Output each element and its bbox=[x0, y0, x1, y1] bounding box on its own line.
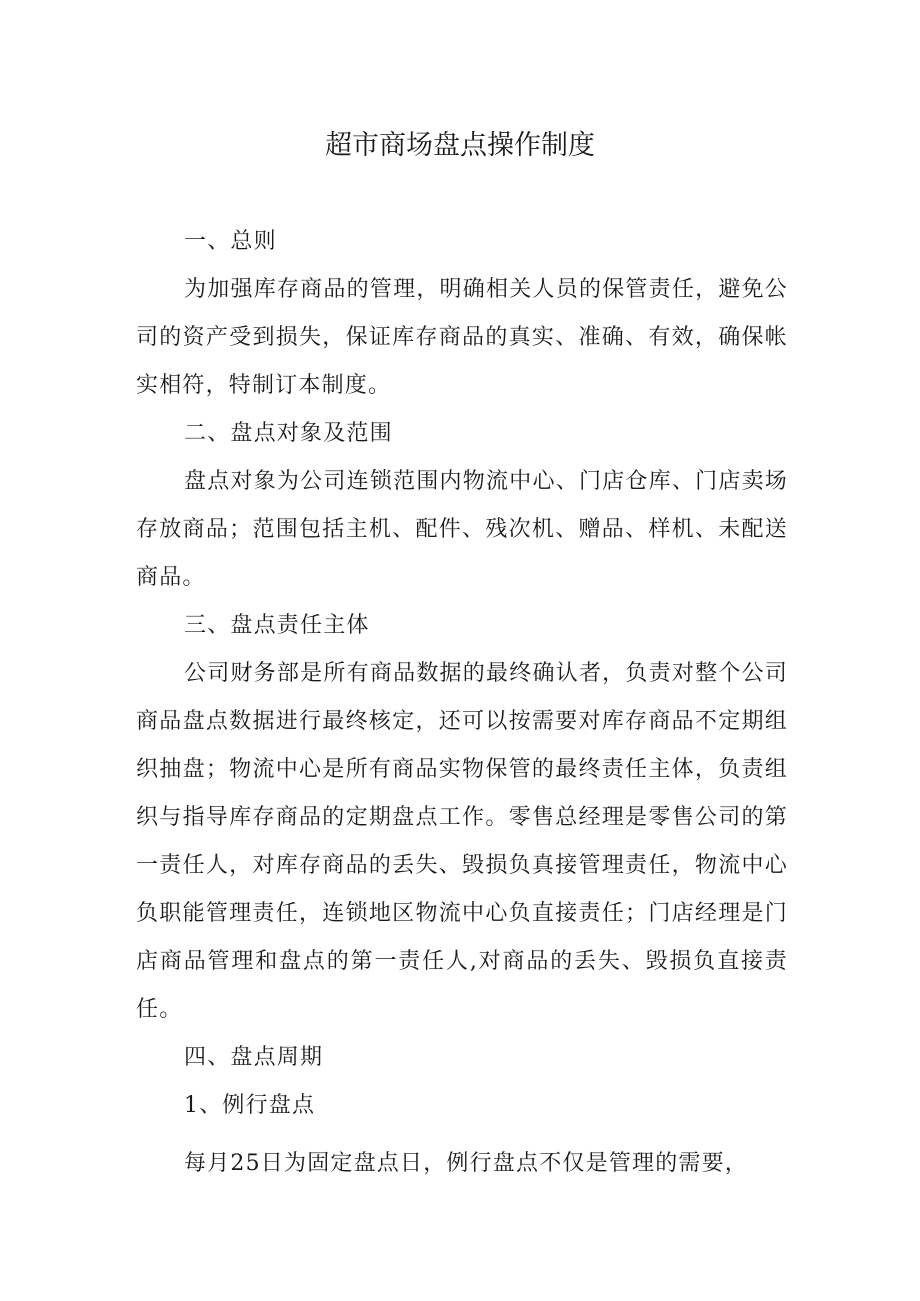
paragraph-scope: 盘点对象为公司连锁范围内物流中心、门店仓库、门店卖场存放商品；范围包括主机、配件、残次机、赠品、样机、未配送商品。 bbox=[136, 469, 788, 590]
paragraph-routine: 每月25日为固定盘点日，例行盘点不仅是管理的需要， bbox=[184, 1151, 748, 1176]
section-heading-general: 一、总则 bbox=[184, 229, 277, 254]
document-body bbox=[136, 218, 788, 1188]
document-title: 超市商场盘点操作制度 bbox=[325, 130, 595, 161]
subsection-heading-routine: 1、例行盘点 bbox=[184, 1093, 316, 1118]
paragraph-general: 为加强库存商品的管理，明确相关人员的保管责任，避免公司的资产受到损失，保证库存商品的真实、准确、有效，确保帐实相符，特制订本制度。 bbox=[136, 277, 788, 398]
section-heading-responsibility: 三、盘点责任主体 bbox=[184, 613, 370, 638]
paragraph-responsibility: 公司财务部是所有商品数据的最终确认者，负责对整个公司商品盘点数据进行最终核定，还可以按需要对库存商品不定期组织抽盘；物流中心是所有商品实物保管的最终责任主体，负责组织与指导库存商品的定期盘点工作。零售总经理是零售公司的第一责任人，对库存商品的丢失、毁损负真接管理责任，物流中心负职能管理责任，连锁地区物流中心负直接责任；门店经理是门店商品管理和盘点的第一责任人,对商品的丢失、毁损负直接责任。 bbox=[136, 661, 788, 1022]
section-heading-cycle: 四、盘点周期 bbox=[184, 1045, 324, 1070]
section-heading-scope: 二、盘点对象及范围 bbox=[184, 421, 393, 446]
